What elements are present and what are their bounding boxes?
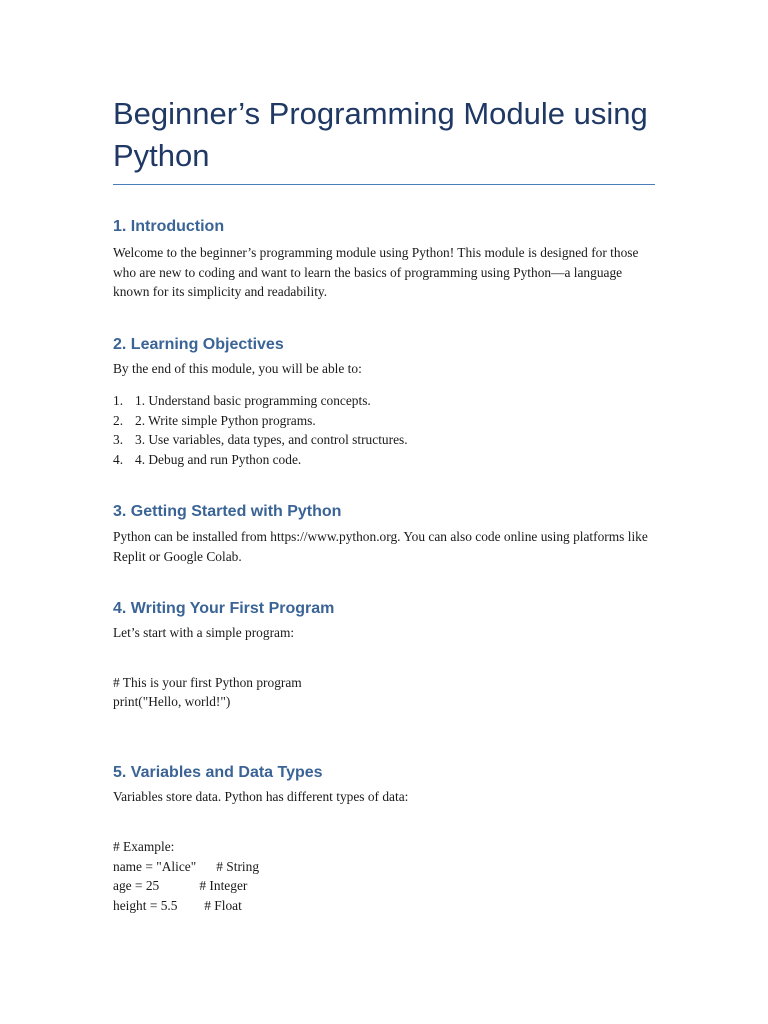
introduction-paragraph: Welcome to the beginner’s programming module using Python! This module is designed for those who are new to coding and want to learn the basics of programming using Python—a language known for its simplicity and readability. <box>113 245 639 299</box>
objectives-intro-paragraph: By the end of this module, you will be able to: <box>113 360 362 376</box>
title-underline <box>113 184 655 185</box>
first-program-paragraph: Let’s start with a simple program: <box>113 625 295 640</box>
list-item <box>113 391 655 411</box>
list-item-text: 2. Write simple Python programs. <box>135 412 316 428</box>
code-line: height = 5.5 # Float <box>113 897 242 913</box>
code-line: age = 25 # Integer <box>113 878 248 893</box>
objectives-list <box>113 391 655 469</box>
list-number: 1. <box>113 393 124 408</box>
list-item-text: 4. Debug and run Python code. <box>135 451 302 467</box>
document-title: Beginner’s Programming Module using Python <box>113 96 648 173</box>
section-heading-first-program: 4. Writing Your First Program <box>113 600 335 617</box>
variables-code-block <box>113 837 655 915</box>
section-heading-variables: 5. Variables and Data Types <box>113 763 323 781</box>
list-number: 3. <box>113 432 124 447</box>
section-heading-introduction: 1. Introduction <box>113 218 225 235</box>
list-number: 2. <box>113 412 124 428</box>
list-item-text: 1. Understand basic programming concepts. <box>135 393 371 408</box>
code-line: name = "Alice" # String <box>113 858 260 874</box>
list-number: 4. <box>113 451 124 467</box>
list-item <box>113 430 655 450</box>
section-heading-getting-started: 3. Getting Started with Python <box>113 503 342 520</box>
first-program-code-block <box>113 673 655 712</box>
document-body <box>113 93 655 915</box>
getting-started-paragraph: Python can be installed from https://www.python.org. You can also code online using platforms like Replit or Google Colab. <box>113 529 648 564</box>
code-line: # This is your first Python program <box>113 674 302 690</box>
list-item <box>113 450 655 470</box>
list-item-text: 3. Use variables, data types, and control structures. <box>135 432 408 447</box>
code-line: print("Hello, world!") <box>113 694 231 709</box>
variables-paragraph: Variables store data. Python has different types of data: <box>113 788 409 804</box>
section-heading-learning-objectives: 2. Learning Objectives <box>113 335 284 353</box>
list-item <box>113 411 655 431</box>
code-line: # Example: <box>113 839 175 854</box>
